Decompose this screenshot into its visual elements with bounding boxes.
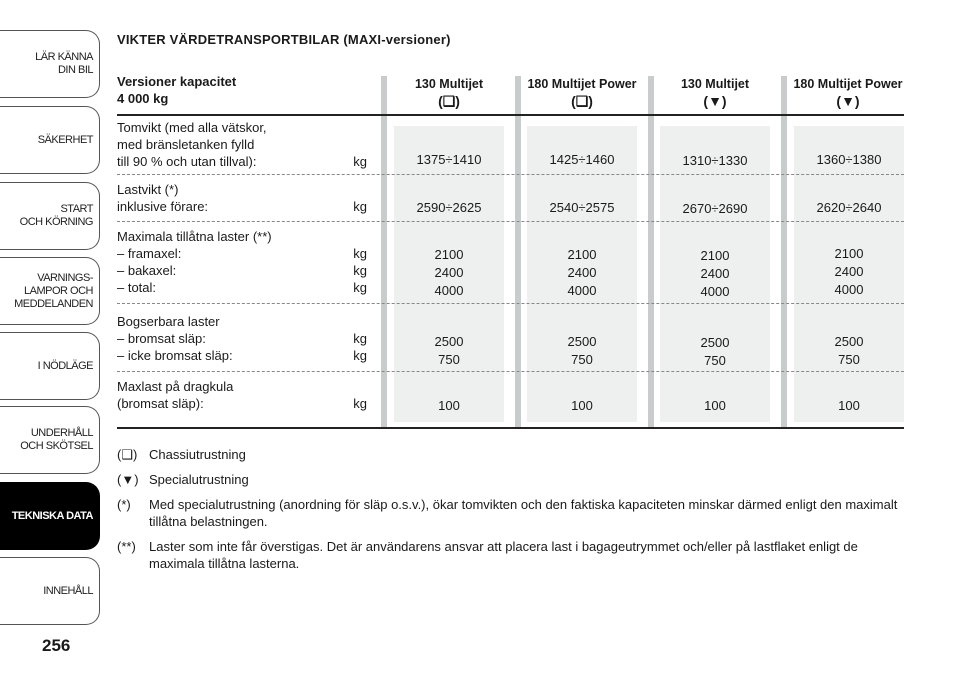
- table-row-divider: [117, 303, 904, 304]
- table-cell: 2500: [834, 334, 864, 349]
- footnote: [117, 446, 917, 463]
- table-cell: 4000: [700, 284, 730, 299]
- table-cell: 100: [438, 398, 460, 413]
- row-label-maximala-laster: Maximala tillåtna laster (**) – framaxel: kg – bakaxel: kg – total: kg: [117, 229, 367, 295]
- table-cell: 2590÷2625: [416, 200, 482, 215]
- row-label-bogserbara-laster: Bogserbara laster – bromsat släp: kg – icke bromsat släp: kg: [117, 314, 367, 363]
- footnote-text: Specialutrustning: [149, 472, 249, 487]
- column-header: [652, 76, 778, 110]
- table-cell: 1425÷1460: [549, 152, 615, 167]
- table-rule-bottom: [117, 427, 904, 429]
- column-header: [519, 76, 645, 110]
- column-header: [785, 76, 911, 110]
- table-cell: 2100: [834, 246, 864, 261]
- table-cell: 2400: [567, 265, 597, 280]
- footnote: [117, 496, 917, 530]
- column-header-name: 130 Multijet: [680, 77, 750, 91]
- footnote-marker: (❑): [117, 447, 138, 462]
- head-label-line: Versioner kapacitet: [117, 74, 237, 89]
- table-cell-group: [794, 333, 904, 369]
- footnote-text: Med specialutrustning (anordning för släp o.s.v.), ökar tomvikten och den faktiska kapaciteten minskar därmed enligt den maximalt tillåtna belastningen.: [149, 497, 898, 529]
- tab-i-nodlage[interactable]: I NÖDLÄGE: [0, 332, 100, 400]
- row-label-lastvikt: Lastvikt (*) inklusive förare: kg: [117, 182, 367, 214]
- column-header-name: 180 Multijet Power: [527, 77, 637, 91]
- footnote: [117, 471, 917, 488]
- table-cell: 2500: [700, 335, 730, 350]
- head-label-line: 4 000 kg: [117, 91, 169, 106]
- table-row-divider: [117, 371, 904, 372]
- table-head-label: [117, 73, 367, 107]
- tab-innehall[interactable]: INNEHÅLL: [0, 557, 100, 625]
- table-cell-group: [394, 246, 504, 300]
- table-cell: 2670÷2690: [682, 201, 748, 216]
- table-cell: 2400: [700, 266, 730, 281]
- table-cell: 2100: [567, 247, 597, 262]
- table-cell: 2540÷2575: [549, 200, 615, 215]
- table-cell: 100: [838, 398, 860, 413]
- table-cell: 100: [571, 398, 593, 413]
- footnote: [117, 538, 917, 572]
- column-divider: [648, 76, 654, 428]
- tab-start-och-korning[interactable]: START OCH KÖRNING: [0, 182, 100, 250]
- tab-sakerhet[interactable]: SÄKERHET: [0, 106, 100, 174]
- table-cell: 2500: [567, 334, 597, 349]
- table-cell-group: [527, 333, 637, 369]
- table-cell: 750: [571, 352, 593, 367]
- column-header-name: 130 Multijet: [414, 77, 484, 91]
- tab-underhall[interactable]: UNDERHÅLL OCH SKÖTSEL: [0, 406, 100, 474]
- table-cell: 4000: [434, 283, 464, 298]
- footnote-marker: (**): [117, 539, 136, 554]
- table-cell: 1310÷1330: [682, 153, 748, 168]
- row-label-tomvikt: Tomvikt (med alla vätskor, med bränsletanken fylld till 90 % och utan tillval): kg: [117, 120, 367, 169]
- table-cell: 750: [704, 353, 726, 368]
- footnote-marker: (*): [117, 497, 131, 512]
- column-header-symbol: (❑): [438, 93, 460, 109]
- table-cell: 2100: [434, 247, 464, 262]
- table-cell: 2620÷2640: [816, 200, 882, 215]
- table-cell: 2400: [834, 264, 864, 279]
- table-row-divider: [117, 174, 904, 175]
- footnote-text: Chassiutrustning: [149, 447, 246, 462]
- table-cell-group: [527, 246, 637, 300]
- table-cell: 2400: [434, 265, 464, 280]
- column-header-symbol: (❑): [571, 93, 593, 109]
- table-cell: 2100: [700, 248, 730, 263]
- footnote-text: Laster som inte får överstigas. Det är användarens ansvar att placera last i bagageutrymmet och/eller på lastflaket enligt de maximala tillåtna lasterna.: [149, 539, 858, 571]
- table-rule-top: [117, 114, 904, 116]
- tab-varningslampor[interactable]: VARNINGS- LAMPOR OCH MEDDELANDEN: [0, 257, 100, 325]
- table-cell: 750: [838, 352, 860, 367]
- column-divider: [515, 76, 521, 428]
- table-cell: 2500: [434, 334, 464, 349]
- footnote-marker: (▼): [117, 472, 139, 487]
- footnotes: [117, 446, 917, 580]
- table-cell-group: [794, 245, 904, 299]
- row-label-maxlast-dragkula: Maxlast på dragkula (bromsat släp): kg: [117, 379, 367, 411]
- tab-tekniska-data[interactable]: TEKNISKA DATA: [0, 482, 100, 550]
- table-cell: 4000: [834, 282, 864, 297]
- table-cell: 1360÷1380: [816, 152, 882, 167]
- page-title: VIKTER VÄRDETRANSPORTBILAR (MAXI-versioner): [117, 32, 451, 47]
- table-row-divider: [117, 221, 904, 222]
- sidebar-nav: [0, 0, 104, 677]
- table-cell: 1375÷1410: [416, 152, 482, 167]
- table-cell: 100: [704, 398, 726, 413]
- table-cell-group: [660, 247, 770, 301]
- tab-lar-kanna-din-bil[interactable]: LÄR KÄNNA DIN BIL: [0, 30, 100, 98]
- table-cell: 4000: [567, 283, 597, 298]
- column-divider: [781, 76, 787, 428]
- column-header: [386, 76, 512, 110]
- table-cell-group: [660, 334, 770, 370]
- column-header-symbol: (▼): [703, 93, 727, 109]
- table-cell-group: [394, 333, 504, 369]
- page-number: 256: [42, 636, 71, 655]
- column-header-symbol: (▼): [836, 93, 860, 109]
- table-cell: 750: [438, 352, 460, 367]
- column-divider: [381, 76, 387, 428]
- column-header-name: 180 Multijet Power: [793, 77, 903, 91]
